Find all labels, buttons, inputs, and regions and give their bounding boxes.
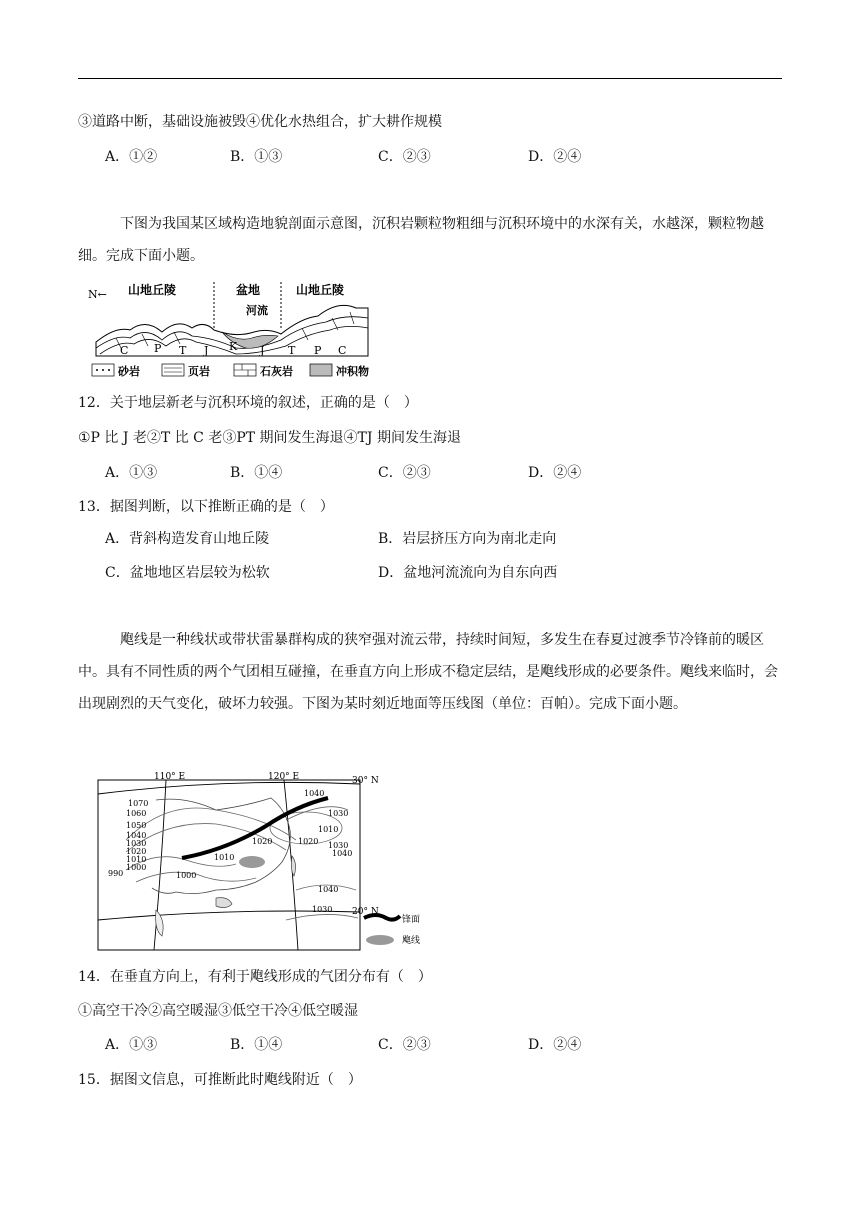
layer-t-right: T [288,344,296,357]
layer-t-left: T [179,344,187,357]
q13-option-b[interactable]: B．岩层挤压方向为南北走向 [378,531,557,547]
isobar-1040-b: 1040 [304,789,325,798]
lon-110-label: 110° E [154,772,186,782]
squall-line-area [239,856,265,868]
lat-20-label: 20° N [352,907,379,917]
isobar-1030: 1030 [126,839,147,848]
isobar-1020-c: 1020 [298,837,319,846]
legend-limestone: 石灰岩 [260,365,293,378]
q11-items: ③道路中断，基础设施被毁④优化水热组合，扩大耕作规模 [78,114,442,130]
geologic-profile-diagram [86,278,386,382]
layer-c-right: C [338,344,347,357]
basin-label: 盆地 [236,283,261,297]
isobar-1040: 1040 [126,831,147,840]
layer-p-left: P [154,342,162,355]
isobar-1000-b: 1000 [176,871,197,880]
q13-stem: 13．据图判断，以下推断正确的是（ ） [78,499,334,515]
left-mountain-label: 山地丘陵 [128,283,177,297]
q13-option-d[interactable]: D．盆地河流流向为自东向西 [378,565,558,581]
isobar-1060: 1060 [126,809,147,818]
river-label: 河流 [246,304,268,317]
legend-front: 锋面 [402,915,421,925]
isobar-1050: 1050 [126,821,147,830]
lat-30-label: 30° N [352,776,379,786]
layer-k: K [229,340,238,353]
isobar-1040-d: 1040 [318,885,339,894]
q14-stem: 14．在垂直方向上，有利于飑线形成的气团分布有（ ） [78,969,432,985]
q12-option-a[interactable]: A．①③ [105,465,158,481]
q15-stem: 15．据图文信息，可推断此时飑线附近（ ） [78,1072,362,1088]
isobar-1010: 1010 [126,855,147,864]
isobar-1030-b: 1030 [328,809,349,818]
q14-items: ①高空干冷②高空暖湿③低空干冷④低空暖湿 [78,1003,358,1019]
q13-option-c[interactable]: C．盆地地区岩层较为松软 [105,565,270,581]
legend-alluvium: 冲积物 [336,365,369,378]
legend-squall: 飑线 [402,936,421,946]
isobar-1000: 1000 [126,863,147,872]
isobar-1030-d: 1030 [312,905,333,914]
intro-paragraph-1: 下图为我国某区域构造地貌剖面示意图，沉积岩颗粒物粗细与沉积环境中的水深有关，水越深，颗粒物越细。完成下面小题。 [78,216,764,264]
q12-items: ①P 比 J 老②T 比 C 老③PT 期间发生海退④TJ 期间发生海退 [78,430,461,446]
q11-option-b[interactable]: B．①③ [230,149,283,165]
q11-option-d[interactable]: D．②④ [528,149,582,165]
north-arrow-label: N← [88,288,107,301]
q14-option-d[interactable]: D．②④ [528,1037,582,1053]
layer-j-left: J [204,344,209,357]
isobar-1070: 1070 [128,799,149,808]
q12-option-b[interactable]: B．①④ [230,465,283,481]
right-mountain-label: 山地丘陵 [296,283,345,297]
q12-option-c[interactable]: C．②③ [378,465,431,481]
layer-c-left: C [120,344,129,357]
intro-paragraph-2: 飑线是一种线状或带状雷暴群构成的狭窄强对流云带，持续时间短，多发生在春夏过渡季节冷锋前的暖区中。具有不同性质的两个气团相互碰撞，在垂直方向上形成不稳定层结，是飑线形成的必要条件。飑线来临时，会出现剧烈的天气变化，破坏力较强。下图为某时刻近地面等压线图（单位：百帕）。完成下面小题。 [78,632,778,712]
isobar-1010-b: 1010 [214,853,235,862]
header-rule [78,78,782,79]
layer-p-right: P [314,344,322,357]
q14-option-c[interactable]: C．②③ [378,1037,431,1053]
q14-option-a[interactable]: A．①③ [105,1037,158,1053]
isobar-1020-b: 1020 [252,837,273,846]
isobar-1020: 1020 [126,847,147,856]
isobar-1010-c: 1010 [318,825,339,834]
isobar-990: 990 [108,869,124,878]
q11-option-c[interactable]: C．②③ [378,149,431,165]
legend-shale: 页岩 [188,365,210,378]
q12-stem: 12．关于地层新老与沉积环境的叙述，正确的是（ ） [78,395,418,411]
layer-j-right: J [260,344,265,357]
q12-option-d[interactable]: D．②④ [528,465,582,481]
legend-sandstone: 砂岩 [118,365,140,378]
isobar-1030-c: 1030 [328,841,349,850]
isobar-map [96,770,426,954]
q14-option-b[interactable]: B．①④ [230,1037,283,1053]
q11-option-a[interactable]: A．①② [105,149,158,165]
isobar-1040-c: 1040 [332,849,353,858]
q13-option-a[interactable]: A．背斜构造发育山地丘陵 [105,531,270,547]
lon-120-label: 120° E [268,772,300,782]
